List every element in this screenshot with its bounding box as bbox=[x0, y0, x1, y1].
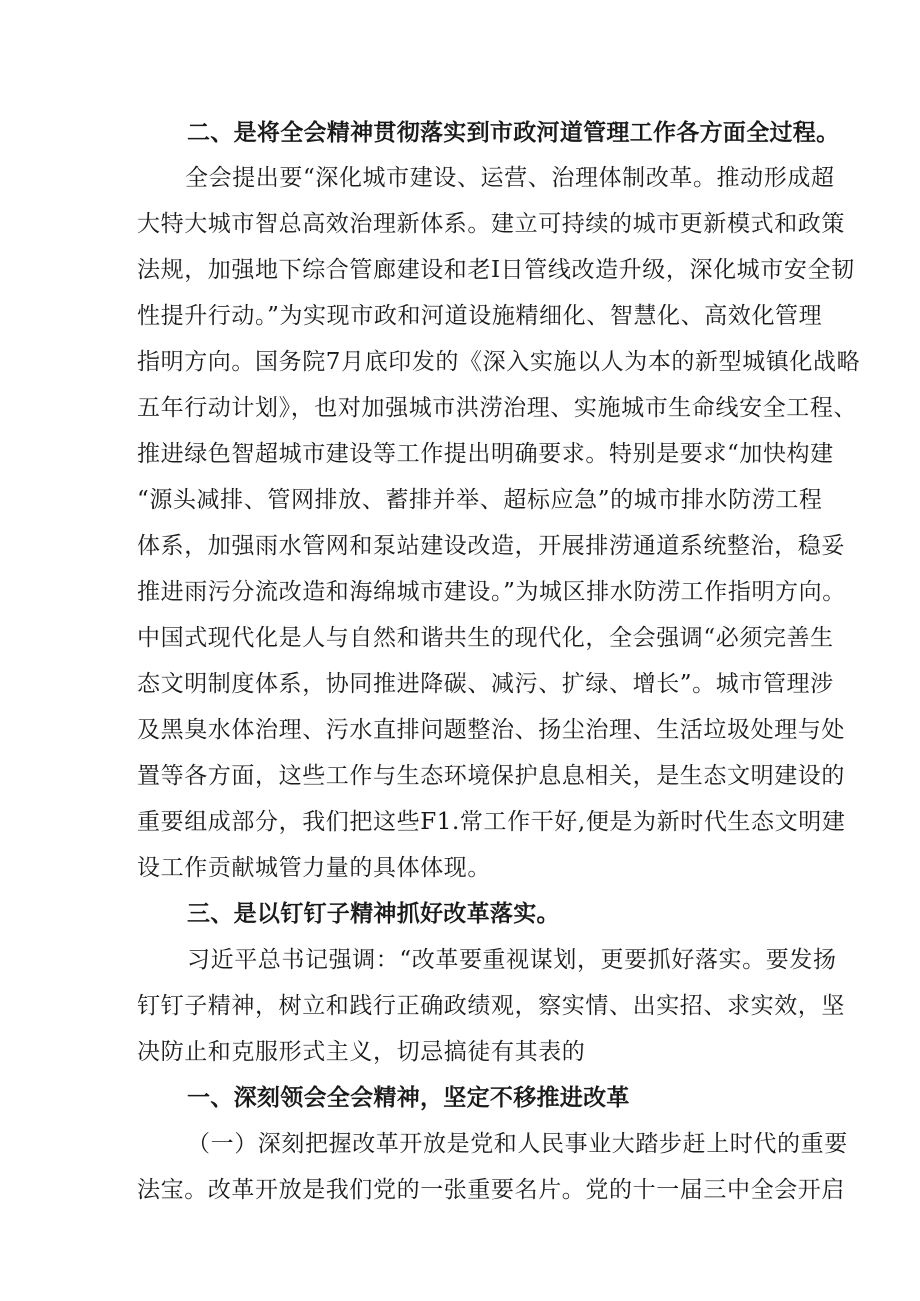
paragraph-line: （一）深刻把握改革开放是党和人民事业大踏步赶上时代的重要 bbox=[187, 1131, 848, 1157]
section-heading-3: 三、是以钉钉子精神抓好改革落实。 bbox=[187, 901, 560, 927]
paragraph-line: 重要组成部分，我们把这些F1.常工作干好,便是为新时代生态文明建 bbox=[137, 809, 846, 835]
paragraph-line: 及黑臭水体治理、污水直排问题整治、扬尘治理、生活垃圾处理与处 bbox=[137, 717, 845, 743]
paragraph-line: 推进绿色智超城市建设等工作提出明确要求。特别是要求“加快构建 bbox=[137, 441, 834, 467]
paragraph-line: 态文明制度体系，协同推进降碳、减污、扩绿、增长”。城市管理涉 bbox=[137, 671, 834, 697]
paragraph-line: 指明方向。国务院7月底印发的《深入实施以人为本的新型城镇化战略 bbox=[137, 349, 861, 375]
paragraph-line: 习近平总书记强调：“改革要重视谋划，更要抓好落实。要发扬 bbox=[187, 947, 837, 973]
paragraph-line: 置等各方面，这些工作与生态环境保护息息相关，是生态文明建设的 bbox=[137, 763, 845, 789]
paragraph-line: 中国式现代化是人与自然和谐共生的现代化，全会强调“必须完善生 bbox=[137, 625, 834, 651]
paragraph-line: 设工作贡献城管力量的具体体现。 bbox=[137, 855, 491, 881]
paragraph-line: 钉钉子精神，树立和践行正确政绩观，察实情、出实招、求实效，坚 bbox=[137, 993, 845, 1019]
paragraph-line: 全会提出要“深化城市建设、运营、治理体制改革。推动形成超 bbox=[185, 165, 835, 191]
paragraph-line: 大特大城市智总高效治理新体系。建立可持续的城市更新模式和政策 bbox=[137, 211, 845, 237]
paragraph-line: 体系，加强雨水管网和泵站建设改造，开展排涝通道系统整治，稳妥 bbox=[137, 533, 845, 559]
paragraph-line: 推进雨污分流改造和海绵城市建设。”为城区排水防涝工作指明方向。 bbox=[137, 579, 846, 605]
paragraph-line: 决防止和克服形式主义，切忌搞徒有其表的 bbox=[137, 1039, 586, 1065]
section-heading-2: 二、是将全会精神贯彻落实到市政河道管理工作各方面全过程。 bbox=[187, 120, 840, 146]
paragraph-line: “源头减排、管网排放、蓄排并举、超标应急”的城市排水防涝工程 bbox=[137, 487, 823, 513]
paragraph-line: 法规，加强地下综合管廊建设和老I日管线改造升级，深化城市安全韧 bbox=[137, 257, 855, 283]
section-heading-1: 一、深刻领会全会精神，坚定不移推进改革 bbox=[187, 1085, 630, 1111]
paragraph-line: 法宝。改革开放是我们党的一张重要名片。党的十一届三中全会开启 bbox=[137, 1177, 845, 1203]
paragraph-line: 性提升行动。”为实现市政和河道设施精细化、智慧化、高效化管理 bbox=[137, 303, 823, 329]
paragraph-line: 五年行动计划》，也对加强城市洪涝治理、实施城市生命线安全工程、 bbox=[137, 395, 858, 421]
